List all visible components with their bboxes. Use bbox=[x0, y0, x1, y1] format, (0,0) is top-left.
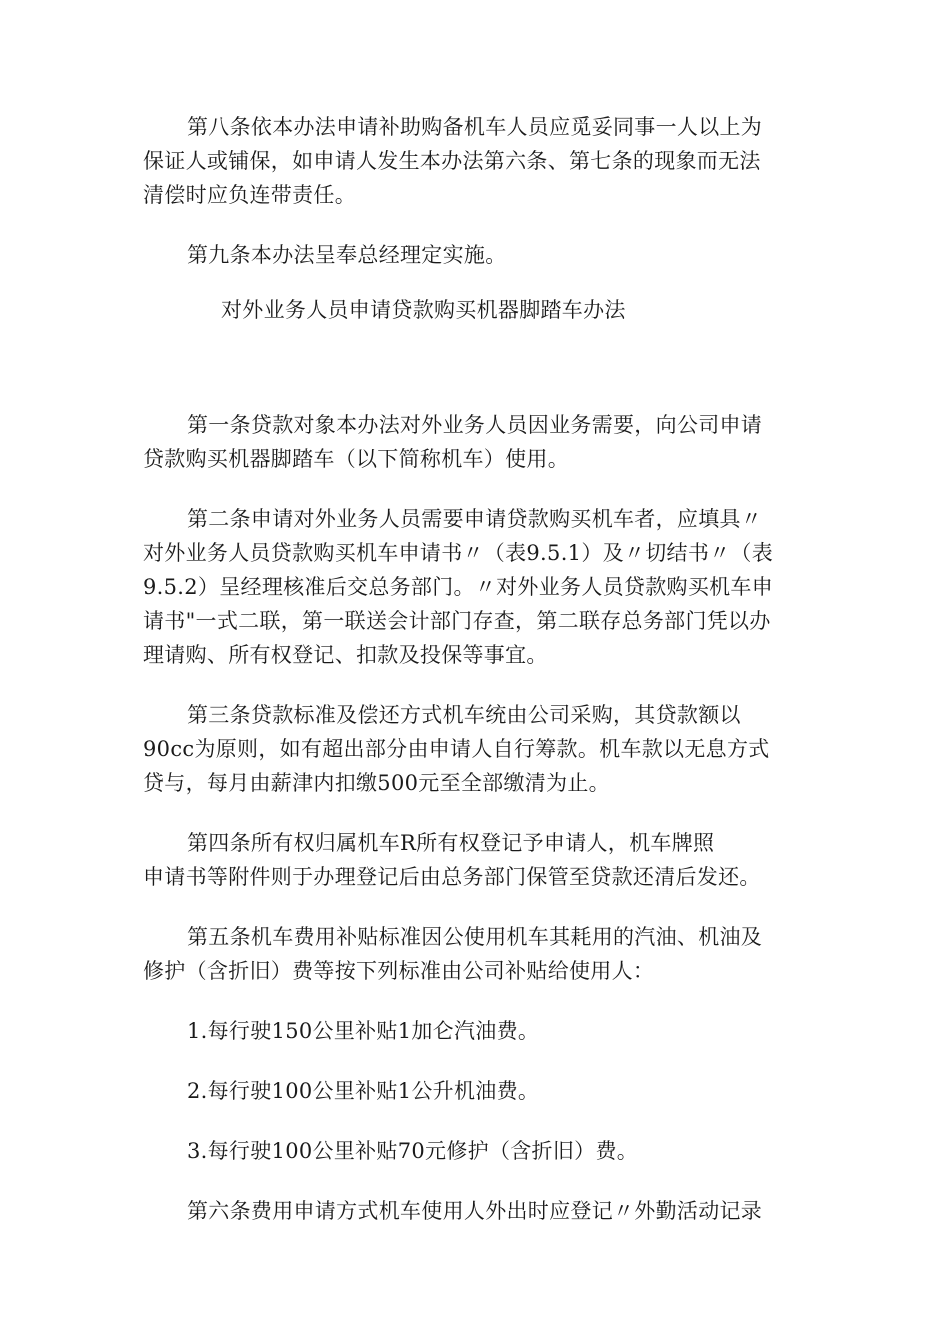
text-line: 第五条机车费用补贴标准因公使用机车其耗用的汽油、机油及 bbox=[187, 925, 763, 949]
text-line: 贷与，每月由薪津内扣缴500元至全部缴清为止。 bbox=[143, 771, 610, 795]
text-line: 第三条贷款标准及偿还方式机车统由公司采购，其贷款额以 bbox=[187, 703, 741, 727]
section-title: 对外业务人员申请贷款购买机器脚踏车办法 bbox=[221, 298, 626, 322]
text-line: 修护（含折旧）费等按下列标准由公司补贴给使用人： bbox=[143, 959, 655, 983]
text-line: 请书"一式二联，第一联送会计部门存查，第二联存总务部门凭以办 bbox=[143, 609, 771, 633]
text-line: 保证人或铺保，如申请人发生本办法第六条、第七条的现象而无法 bbox=[143, 149, 761, 173]
text-line: 申请书等附件则于办理登记后由总务部门保管至贷款还清后发还。 bbox=[143, 865, 761, 889]
text-line: 第四条所有权归属机车R所有权登记予申请人，机车牌照 bbox=[187, 831, 715, 855]
list-item: 3.每行驶100公里补贴70元修护（含折旧）费。 bbox=[187, 1139, 639, 1163]
text-line: 第六条费用申请方式机车使用人外出时应登记〃外勤活动记录 bbox=[187, 1199, 763, 1223]
list-item: 2.每行驶100公里补贴1公升机油费。 bbox=[187, 1079, 540, 1103]
text-line: 贷款购买机器脚踏车（以下简称机车）使用。 bbox=[143, 447, 569, 471]
text-line: 对外业务人员贷款购买机车申请书〃（表9.5.1）及〃切结书〃（表 bbox=[143, 541, 774, 565]
text-line: 清偿时应负连带责任。 bbox=[143, 183, 356, 207]
text-line: 第一条贷款对象本办法对外业务人员因业务需要，向公司申请 bbox=[187, 413, 763, 437]
list-item: 1.每行驶150公里补贴1加仑汽油费。 bbox=[187, 1019, 540, 1043]
text-line: 第二条申请对外业务人员需要申请贷款购买机车者，应填具〃 bbox=[187, 507, 763, 531]
text-line: 第九条本办法呈奉总经理定实施。 bbox=[187, 243, 507, 267]
text-line: 理请购、所有权登记、扣款及投保等事宜。 bbox=[143, 643, 548, 667]
text-line: 9.5.2）呈经理核准后交总务部门。〃对外业务人员贷款购买机车申 bbox=[143, 575, 774, 599]
text-line: 90cc为原则，如有超出部分由申请人自行筹款。机车款以无息方式 bbox=[143, 737, 770, 761]
text-line: 第八条依本办法申请补助购备机车人员应觅妥同事一人以上为 bbox=[187, 115, 763, 139]
